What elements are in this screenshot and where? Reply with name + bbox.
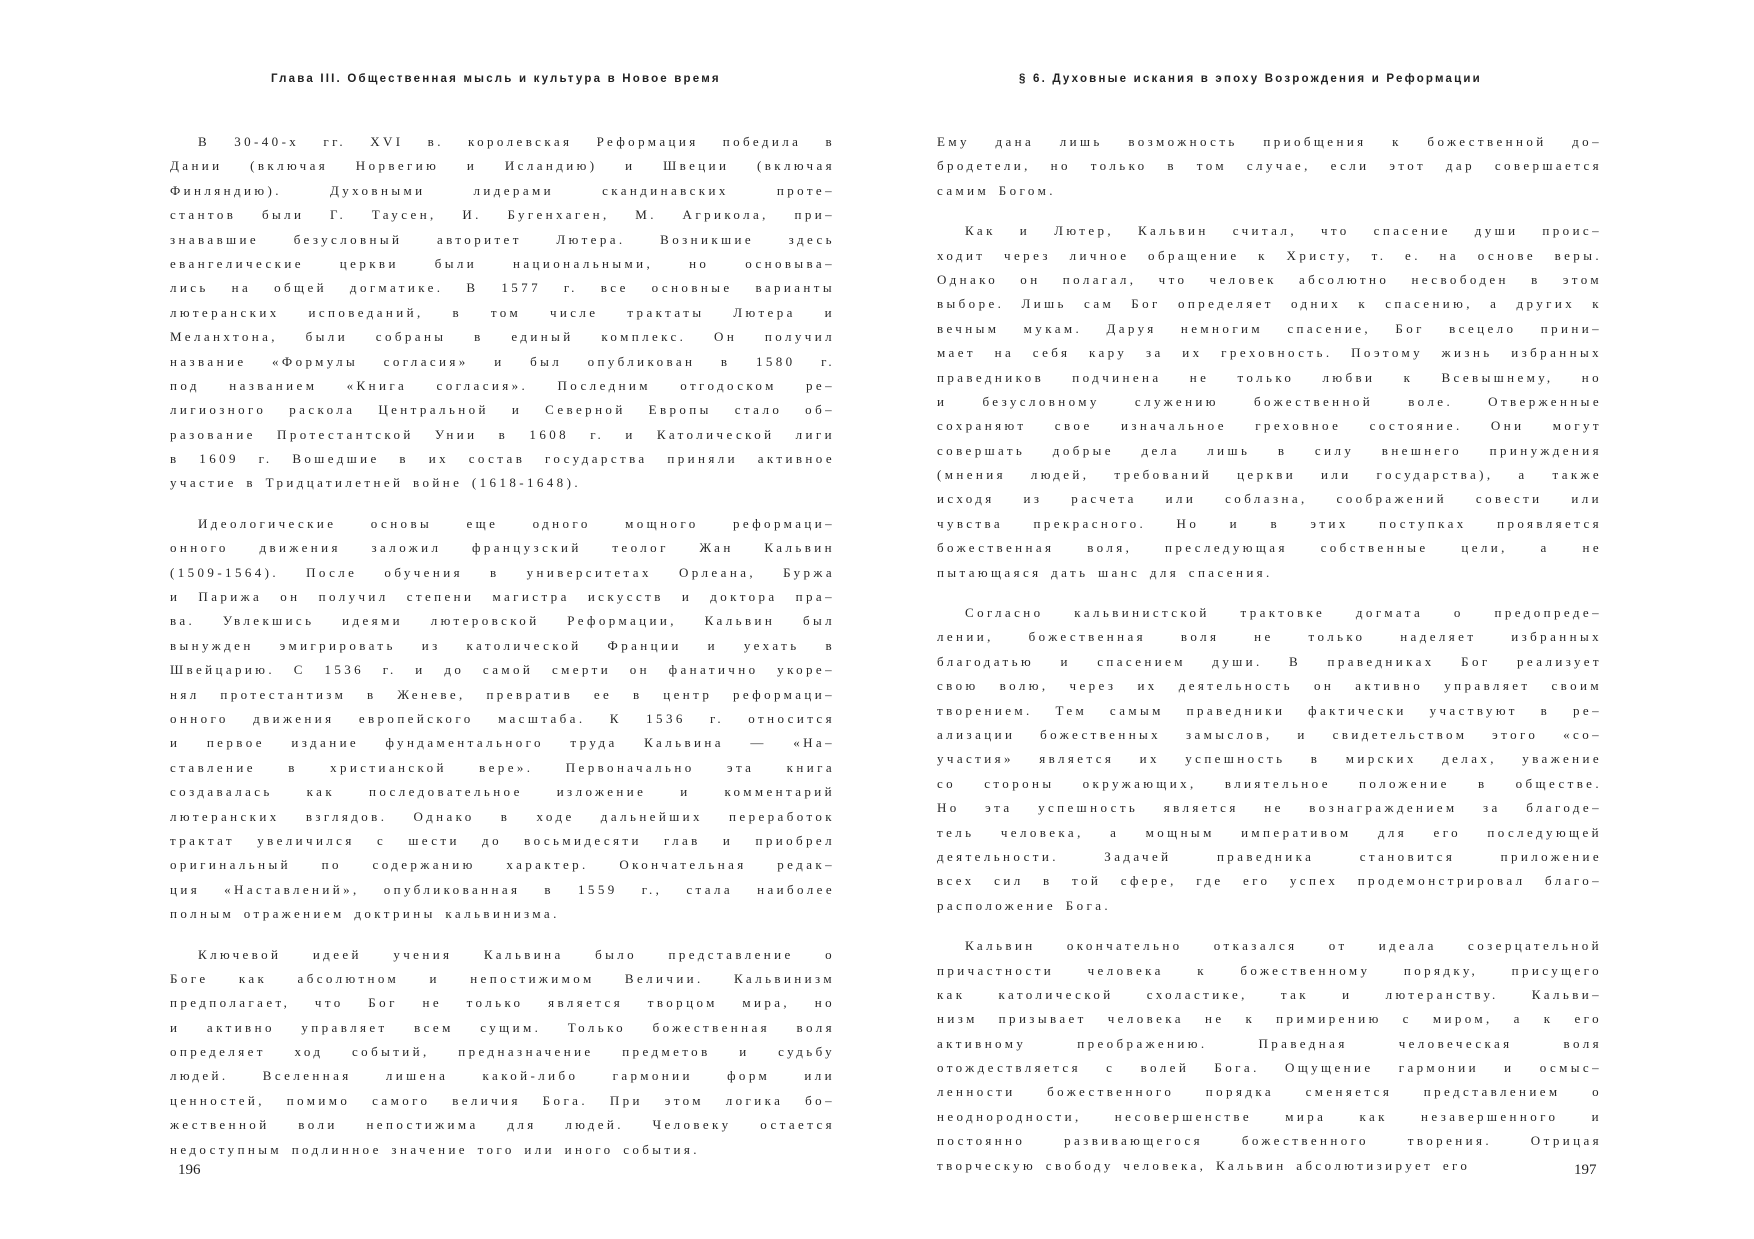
text-line: жественной воли непостижима для людей. Человеку остается [170, 1117, 835, 1133]
text-line: исходя из расчета или соблазна, соображений совести или [937, 491, 1602, 507]
text-line: (мнения людей, требований церкви или государства), а также [937, 467, 1602, 483]
text-line: причастности человека к божественному порядку, присущего [937, 962, 1602, 978]
text-line: предполагает, что Бог не только является творцом мира, но [170, 995, 835, 1011]
text-line: В 30-40-х гг. XVI в. королевская Реформация победила в [198, 134, 835, 149]
text-line: название «Формулы согласия» и был опубликован в 1580 г. [170, 353, 835, 369]
text-line: Боге как абсолютном и непостижимом Величии. Кальвинизм [170, 970, 835, 986]
paragraph [170, 130, 835, 496]
text-line: творческую свободу человека, Кальвин абсолютизирует его [937, 1157, 1471, 1173]
text-line: лигиозного раскола Центральной и Северной Европы стало об– [170, 402, 835, 418]
text-line: тель человека, а мощным императивом для его последующей [937, 824, 1602, 840]
text-line: под названием «Книга согласия». Последним отгодоском ре– [170, 377, 835, 393]
text-line: и первое издание фундаментального труда Кальвина — «На– [170, 735, 835, 751]
text-line: ва. Увлекшись идеями лютеровской Реформации, Кальвин был [170, 613, 835, 629]
right-page [877, 0, 1754, 1239]
text-line: онного движения европейского масштаба. К 1536 г. относится [170, 710, 835, 726]
text-line: сохраняют свое изначальное греховное состояние. Они могут [937, 418, 1602, 434]
text-line: Ему дана лишь возможность приобщения к божественной до– [937, 134, 1602, 149]
text-line: ция «Наставлений», опубликованная в 1559 г., стала наиболее [170, 881, 835, 897]
text-line: лись на общей догматике. В 1577 г. все основные варианты [170, 280, 835, 296]
text-line: лютеранских исповеданий, в том числе трактаты Лютера и [170, 304, 835, 320]
text-line: постоянно развивающегося божественного творения. Отрицая [937, 1133, 1602, 1149]
text-line: низм призывает человека не к примирению с миром, а к его [937, 1011, 1602, 1027]
paragraph [937, 130, 1602, 203]
page-number: 197 [1574, 1162, 1597, 1178]
text-line: самим Богом. [937, 182, 1056, 198]
text-line: евангелические церкви были национальными, но основыва– [170, 255, 835, 271]
text-line: и активно управляет всем сущим. Только божественная воля [170, 1019, 835, 1035]
text-line: в 1609 г. Вошедшие в их состав государства приняли активное [170, 451, 835, 467]
text-line: определяет ход событий, предназначение предметов и судьбу [170, 1044, 835, 1060]
text-line: всех сил в той сфере, где его успех продемонстрировал благо– [937, 873, 1602, 889]
text-line: онного движения заложил французский теолог Жан Кальвин [170, 540, 835, 556]
body-text [937, 130, 1602, 1194]
text-line: Как и Лютер, Кальвин считал, что спасение души проис– [965, 223, 1602, 239]
page-number: 196 [178, 1162, 201, 1178]
text-line: создавалась как последовательное изложение и комментарий [170, 784, 835, 800]
running-head: § 6. Духовные искания в эпоху Возрождения и Реформации [1019, 73, 1482, 85]
text-line: вынужден эмигрировать из католической Франции и уехать в [170, 637, 835, 653]
text-line: бродетели, но только в том случае, если этот дар совершается [937, 158, 1602, 174]
text-line: свою волю, через их деятельность он активно управляет своим [937, 678, 1602, 694]
text-line: участие в Тридцатилетней войне (1618-1648). [170, 475, 581, 491]
text-line: лютеранских взглядов. Однако в ходе дальнейших переработок [170, 808, 835, 824]
paragraph [937, 601, 1602, 918]
text-line: вечным мукам. Даруя немногим спасение, Бог всецело прини– [937, 320, 1602, 336]
text-line: и Парижа он получил степени магистра искусств и доктора пра– [170, 589, 835, 605]
running-head: Глава III. Общественная мысль и культура в Новое время [271, 73, 721, 85]
paragraph [937, 934, 1602, 1178]
text-line: лении, божественная воля не только наделяет избранных [937, 629, 1602, 645]
text-line: активному преображению. Праведная человеческая воля [937, 1035, 1602, 1051]
text-line: Меланхтона, были собраны в единый комплекс. Он получил [170, 329, 835, 345]
text-line: Согласно кальвинистской трактовке догмата о предопреде– [965, 605, 1602, 621]
paragraph [937, 219, 1602, 585]
text-line: ленности божественного порядка сменяется представлением о [937, 1084, 1602, 1100]
text-line: трактат увеличился с шести до восьмидесяти глав и приобрел [170, 832, 835, 848]
text-line: чувства прекрасного. Но и в этих поступках проявляется [937, 515, 1602, 531]
text-line: нял протестантизм в Женеве, превратив ее в центр реформаци– [170, 686, 835, 702]
text-line: божественная воля, преследующая собственные цели, а не [937, 540, 1602, 556]
text-line: участия» является их успешность в мирских делах, уважение [937, 751, 1602, 767]
text-line: как католической схоластике, так и лютеранству. Кальви– [937, 986, 1602, 1002]
text-line: недоступным подлинное значение того или иного события. [170, 1141, 700, 1157]
text-line: неоднородности, несовершенстве мира как незавершенного и [937, 1108, 1602, 1124]
text-line: Идеологические основы еще одного мощного реформаци– [198, 515, 835, 531]
text-line: людей. Вселенная лишена какой-либо гармонии форм или [170, 1068, 835, 1084]
text-line: Кальвин окончательно отказался от идеала созерцательной [965, 938, 1602, 954]
text-line: разование Протестантской Унии в 1608 г. и Католической лиги [170, 426, 835, 442]
text-line: расположение Бога. [937, 897, 1112, 913]
text-line: мает на себя кару за их греховность. Поэтому жизнь избранных [937, 345, 1602, 361]
text-line: Швейцарию. С 1536 г. и до самой смерти он фанатично укоре– [170, 662, 835, 678]
text-line: со стороны окружающих, влиятельное положение в обществе. [937, 775, 1602, 791]
text-line: Но эта успешность является не вознаграждением за благоде– [937, 800, 1602, 816]
paragraph [170, 943, 835, 1163]
text-line: праведников подчинена не только любви к Всевышнему, но [937, 369, 1602, 385]
text-line: ставление в христианской вере». Первоначально эта книга [170, 759, 835, 775]
text-line: (1509-1564). После обучения в университетах Орлеана, Буржа [170, 564, 835, 580]
text-line: Ключевой идеей учения Кальвина было представление о [198, 946, 835, 962]
text-line: ценностей, помимо самого величия Бога. При этом логика бо– [170, 1092, 835, 1108]
text-line: оригинальный по содержанию характер. Окончательная редак– [170, 857, 835, 873]
body-text [170, 130, 835, 1178]
text-line: пытающаяся дать шанс для спасения. [937, 564, 1273, 580]
text-line: полным отражением доктрины кальвинизма. [170, 906, 560, 922]
text-line: знававшие безусловный авторитет Лютера. Возникшие здесь [170, 231, 835, 247]
text-line: и безусловному служению божественной воле. Отверженные [937, 393, 1602, 409]
text-line: совершать добрые дела лишь в силу внешнего принуждения [937, 442, 1602, 458]
text-line: Однако он полагал, что человек абсолютно несвободен в этом [937, 271, 1602, 287]
text-line: стантов были Г. Таусен, И. Бугенхаген, М. Агрикола, при– [170, 207, 835, 223]
text-line: ходит через личное обращение к Христу, т. е. на основе веры. [937, 247, 1602, 263]
text-line: Дании (включая Норвегию и Исландию) и Швеции (включая [170, 158, 835, 174]
text-line: отождествляется с волей Бога. Ощущение гармонии и осмыс– [937, 1060, 1602, 1076]
text-line: выборе. Лишь сам Бог определяет одних к спасению, а других к [937, 296, 1602, 312]
text-line: творением. Тем самым праведники фактически участвуют в ре– [937, 702, 1602, 718]
paragraph [170, 512, 835, 927]
text-line: ализации божественных замыслов, и свидетельством этого «со– [937, 726, 1602, 742]
text-line: деятельности. Задачей праведника становится приложение [937, 848, 1602, 864]
text-line: Финляндию). Духовными лидерами скандинавских проте– [170, 182, 835, 198]
text-line: благодатью и спасением души. В праведниках Бог реализует [937, 653, 1602, 669]
